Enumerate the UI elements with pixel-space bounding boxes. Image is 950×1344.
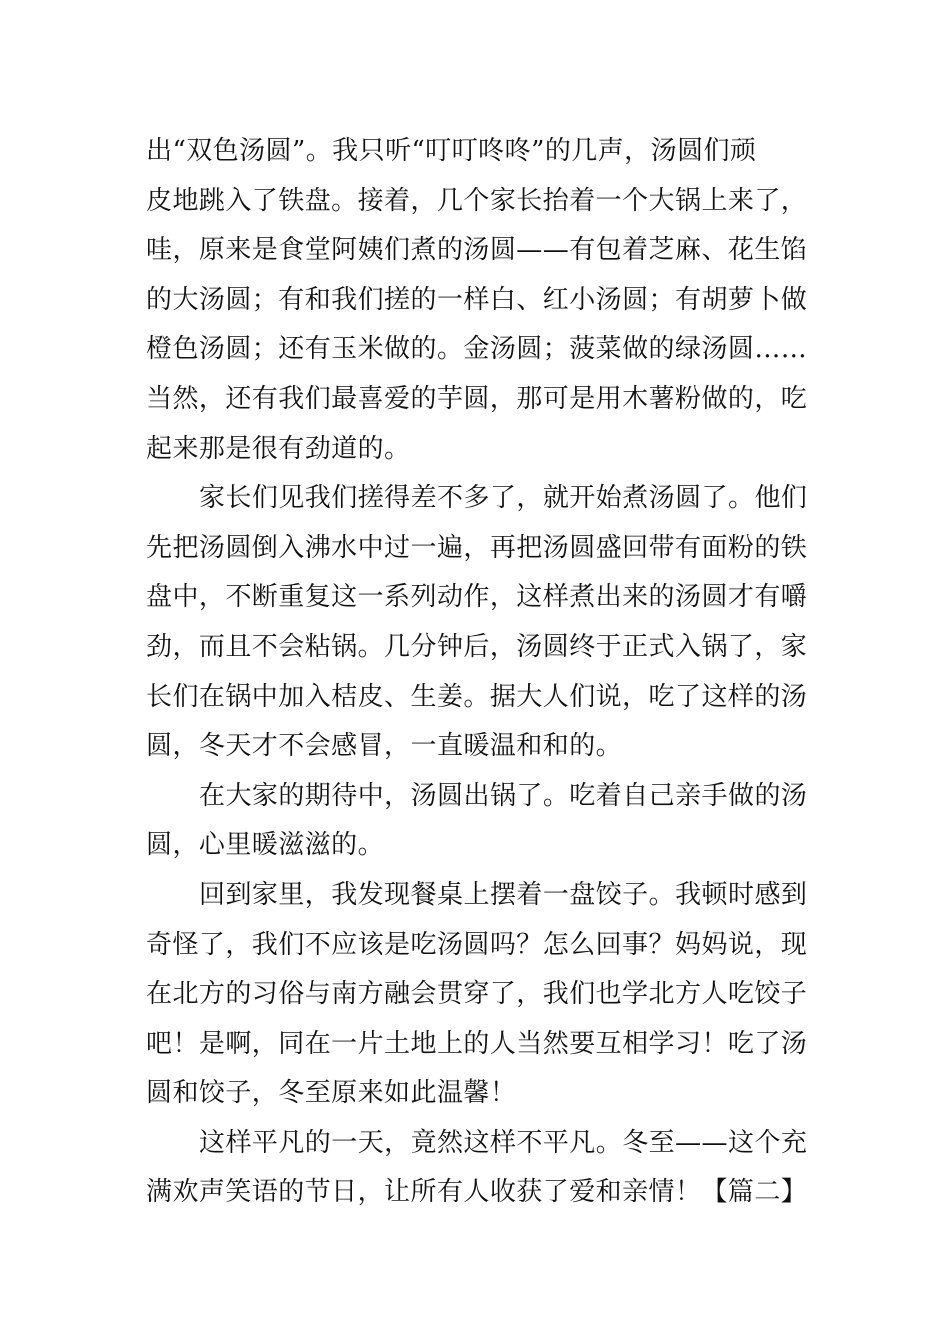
text-line: 奇怪了，我们不应该是吃汤圆吗？怎么回事？妈妈说，现 [146,929,808,960]
text-line: 满欢声笑语的节日，让所有人收获了爱和亲情！【篇二】 [146,1177,808,1208]
text-line: 皮地跳入了铁盘。接着，几个家长抬着一个大锅上来了， [146,185,808,216]
text-line: 的大汤圆；有和我们搓的一样白、红小汤圆；有胡萝卜做 [146,284,808,315]
text-line: 长们在锅中加入桔皮、生姜。据大人们说，吃了这样的汤 [146,681,808,712]
text-line: 先把汤圆倒入沸水中过一遍，再把汤圆盛回带有面粉的铁 [146,532,808,563]
text-line: 圆，冬天才不会感冒，一直暖温和和的。 [146,731,623,762]
text-line: 在北方的习俗与南方融会贯穿了，我们也学北方人吃饺子 [146,979,808,1010]
text-line: 劲，而且不会粘锅。几分钟后，汤圆终于正式入锅了，家 [146,631,808,662]
text-line: 出“双色汤圆”。我只听“叮叮咚咚”的几声，汤圆们顽 [146,136,757,166]
text-line: 盘中，不断重复这一系列动作，这样煮出来的汤圆才有嚼 [146,582,808,613]
document-body [146,127,808,1218]
text-line: 圆，心里暖滋滋的。 [146,830,385,861]
text-line: 橙色汤圆；还有玉米做的。金汤圆；菠菜做的绿汤圆…… [146,334,808,365]
paragraph-start-line: 家长们见我们搓得差不多了，就开始煮汤圆了。他们 [199,483,808,514]
paragraph-start-line: 在大家的期待中，汤圆出锅了。吃着自己亲手做的汤 [199,780,808,811]
paragraph-start-line: 回到家里，我发现餐桌上摆着一盘饺子。我顿时感到 [199,879,808,910]
text-line: 吧！是啊，同在一片土地上的人当然要互相学习！吃了汤 [146,1028,808,1059]
paragraph-start-line: 这样平凡的一天，竟然这样不平凡。冬至——这个充 [199,1127,808,1158]
text-line: 当然，还有我们最喜爱的芋圆，那可是用木薯粉做的，吃 [146,383,808,414]
text-line: 起来那是很有劲道的。 [146,433,411,464]
text-line: 圆和饺子，冬至原来如此温馨！ [146,1078,517,1109]
text-line: 哇，原来是食堂阿姨们煮的汤圆——有包着芝麻、花生馅 [146,235,808,266]
